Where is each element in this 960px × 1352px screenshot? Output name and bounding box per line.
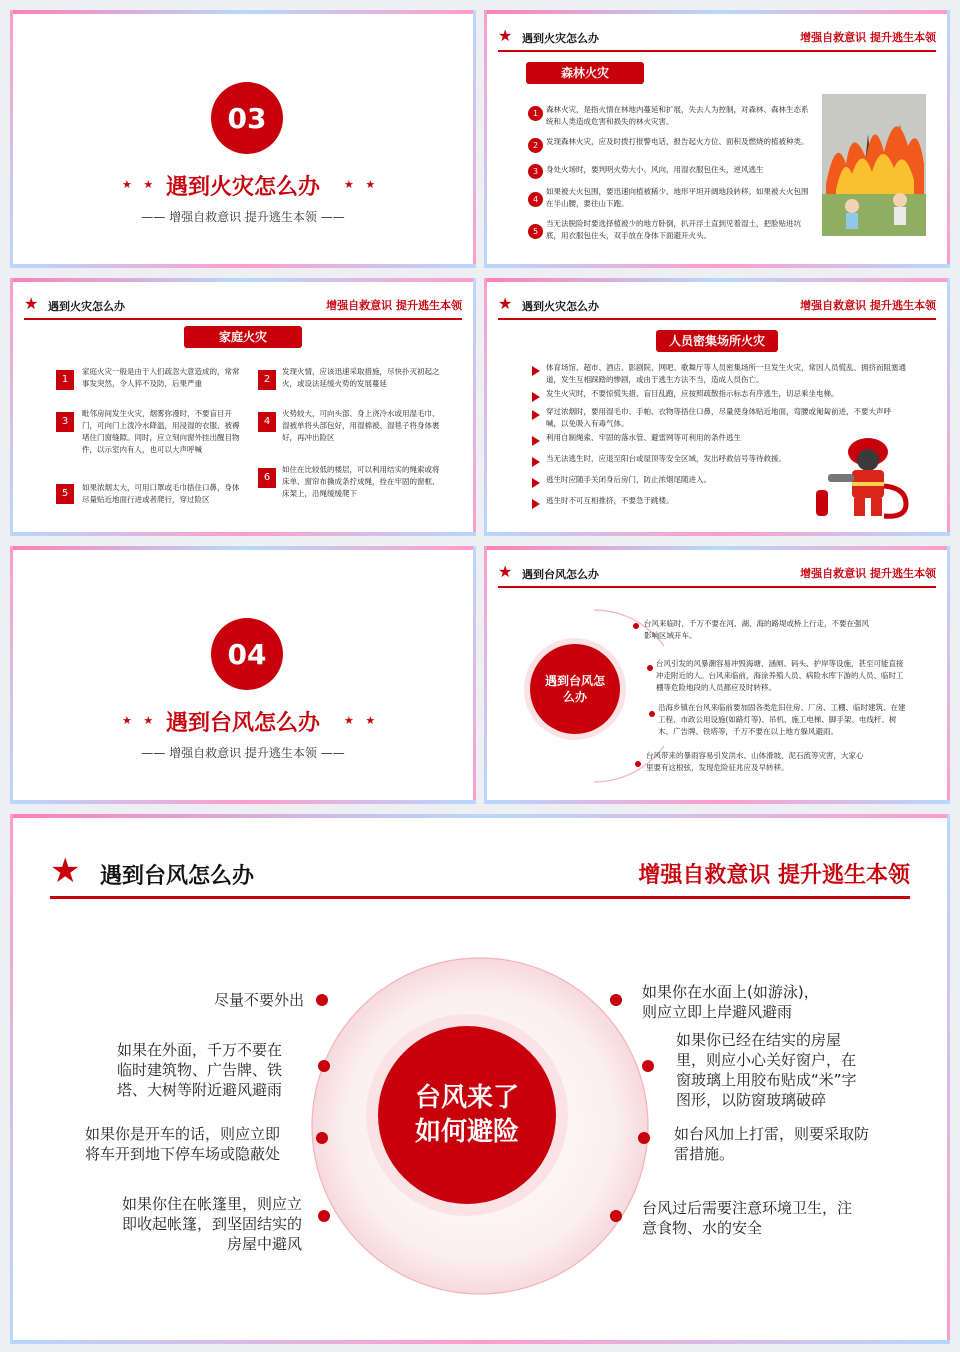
slide-crowd-fire [484, 278, 950, 536]
center-label: 台风来了如何避险 [414, 1083, 519, 1147]
section-subtitle: —— 增强自救意识 提升逃生本领 —— [141, 746, 345, 760]
item-number: 3 [528, 164, 543, 179]
list-item: 当无法脱险时要选择植被少的地方卧倒，扒开浮土直到见着湿土，把脸贴进坑底，用衣服包住头，双手放在身体下面避开火头。 [546, 219, 801, 240]
tip-item: 如台风加上打雷，则要采取防雷措施。 [674, 1125, 870, 1163]
slide-slogan: 增强自救意识 提升逃生本领 [800, 299, 936, 312]
star-icon: ★ [498, 294, 513, 313]
marker-dot [642, 1060, 654, 1072]
star-icon: ★ [498, 26, 513, 45]
item-number: 2 [258, 370, 276, 390]
tip-item: 如果你在水面上(如游泳)，则应立即上岸避风避雨 [642, 983, 819, 1021]
bullet-icon [532, 499, 540, 509]
list-item: 穿过浓烟时，要用湿毛巾、手帕、衣物等捂住口鼻，尽量使身体贴近地面，弯腰或匍匐前进，不要大声呼喊，以免吸入有毒气体。 [546, 407, 891, 428]
star-icon: ★ ★ [122, 178, 158, 191]
item-number: 2 [528, 138, 543, 153]
slide-header [498, 562, 936, 588]
slide-title: 遇到台风怎么办 [522, 568, 599, 581]
slide-header [498, 26, 936, 52]
slide-section-fire [10, 10, 476, 268]
item-number: 1 [528, 106, 543, 121]
slide-typhoon-big [10, 814, 950, 1344]
list-item: 身处火场时，要判明火势大小、风向，用湿衣服包住头，逆风逃生 [546, 165, 764, 174]
slide-slogan: 增强自救意识 提升逃生本领 [800, 567, 936, 580]
list-item: 发现火情，应该迅速采取措施，尽快扑灭初起之火，或设法延缓火势的发展蔓延 [282, 367, 440, 388]
section-title: 遇到火灾怎么办 [165, 175, 320, 200]
star-icon: ★ ★ [122, 714, 158, 727]
list-item: 沿海乡镇在台风来临前要加固各类危旧住房、厂房、工棚、临时建筑、在建工程、市政公用设施(如路灯等)、吊机、施工电梯、脚手架、电线杆、树木、广告牌、铁塔等，千万不要在以上地方躲风避雨。 [658, 703, 906, 736]
center-badge [378, 1026, 556, 1204]
section-number: 03 [211, 82, 283, 154]
star-icon: ★ [498, 562, 513, 581]
list-item: 如果浓烟太大，可用口罩或毛巾捂住口鼻，身体尽量贴近地面行进或者爬行，穿过险区 [82, 483, 240, 504]
marker-dot [318, 1060, 330, 1072]
slide-slogan: 增强自救意识 提升逃生本领 [800, 31, 936, 44]
marker-dot [318, 1210, 330, 1222]
list-item: 台风带来的暴雨容易引发洪水、山体滑坡、泥石流等灾害，大家心里要有这根弦，发现危险征兆应及早转移。 [646, 751, 864, 772]
slide-home-fire [10, 278, 476, 536]
slide-header [24, 294, 462, 320]
bullet-icon [532, 436, 540, 446]
firefighter-illustration [814, 424, 914, 520]
tip-item: 如果在外面，千万不要在临时建筑物、广告牌、铁塔、大树等附近避风避雨 [116, 1041, 282, 1099]
list-item: 家庭火灾一般是由于人们疏忽大意造成的，常常事发突然，令人猝不及防，后果严重 [82, 367, 240, 388]
slide-title: 遇到火灾怎么办 [48, 300, 125, 313]
item-number: 5 [528, 224, 543, 239]
star-icon: ★ [50, 851, 81, 891]
center-badge [530, 644, 620, 734]
star-icon: ★ ★ [344, 178, 380, 191]
list-item: 当无法逃生时，应退至阳台或屋顶等安全区域，发出呼救信号等待救援。 [546, 454, 786, 463]
list-item: 火势较大，可向头部、身上浇冷水或用湿毛巾、湿被单将头部包好，用湿棉被、湿毯子将身体裹好，再冲出险区 [282, 409, 440, 442]
tip-item: 台风过后需要注意环境卫生，注意食物、水的安全 [642, 1199, 853, 1237]
list-item: 如住在比较低的楼层，可以利用结实的绳索或将床单、窗帘布撕成条拧成绳，拴在牢固的窗框、床架上，沿绳缓缓爬下 [282, 465, 440, 498]
forest-fire-illustration [822, 94, 926, 236]
marker-dot [316, 1132, 328, 1144]
category-label: 人员密集场所火灾 [656, 330, 778, 352]
list-item: 如果被大火包围，要迅速向植被稀少、地形平坦开阔地段转移。如果被大火包围在半山腰，要往山下跑。 [546, 187, 809, 208]
star-icon: ★ [24, 294, 39, 313]
list-item: 利用自制绳索、牢固的落水管、避雷网等可利用的条件逃生 [546, 433, 741, 442]
slide-slogan: 增强自救意识 提升逃生本领 [638, 863, 910, 888]
item-number: 1 [56, 370, 74, 390]
slide-title: 遇到火灾怎么办 [522, 32, 599, 45]
list-item: 森林火灾，是指火情在林地内蔓延和扩展，失去人为控制，对森林、森林生态系统和人类造成危害和损失的林火灾害。 [546, 105, 809, 126]
marker-dot [316, 994, 328, 1006]
tip-item: 尽量不要外出 [213, 991, 304, 1009]
bullet-icon [532, 478, 540, 488]
bullet-icon [532, 392, 540, 402]
marker-dot [610, 994, 622, 1006]
list-item: 毗邻房间发生火灾，烟雾弥漫时，不要盲目开门，可向门上泼冷水降温，用浸湿的衣服、被褥堵住门窗缝隙。同时，应立刻向窗外挂出醒目物件，以示室内有人，也可以大声呼喊 [82, 409, 240, 454]
list-item: 体育场馆、超市、酒店、影剧院、网吧、歌舞厅等人员密集场所一旦发生火灾，常因人员慌乱、拥挤而阻塞通道，发生互相踩踏的惨剧，或由于逃生方法不当，造成人员伤亡。 [546, 363, 906, 384]
category-label: 森林火灾 [526, 62, 644, 84]
list-item: 台风引发的风暴潮容易冲毁海塘、涵闸、码头、护岸等设施，甚至可能直接冲走附近的人。台风来临前，海涂养殖人员、病险水库下游的人员、临时工棚等危险地段的人员都应及时转移。 [656, 659, 904, 692]
item-number: 4 [258, 412, 276, 432]
list-item: 台风来临时，千万不要在河、湖、海的路堤或桥上行走，不要在强风影响区域开车。 [644, 619, 869, 640]
tip-item: 如果你是开车的话，则应立即将车开到地下停车场或隐蔽处 [84, 1125, 280, 1163]
item-number: 4 [528, 192, 543, 207]
item-number: 5 [56, 484, 74, 504]
list-item: 逃生时不可互相推挤，不要急于跳楼。 [546, 496, 674, 505]
bullet-icon [532, 410, 540, 420]
section-title: 遇到台风怎么办 [165, 711, 320, 736]
slide-section-typhoon [10, 546, 476, 804]
slide-slogan: 增强自救意识 提升逃生本领 [326, 299, 462, 312]
category-label: 家庭火灾 [184, 326, 302, 348]
slide-header [498, 294, 936, 320]
tip-item: 如果你已经在结实的房屋里，则应小心关好窗户，在窗玻璃上用胶布贴成“米”字图形，以防窗玻璃破碎 [676, 1031, 857, 1109]
item-number: 3 [56, 412, 74, 432]
section-subtitle: —— 增强自救意识 提升逃生本领 —— [141, 210, 345, 224]
center-label: 遇到台风怎么办 [545, 674, 606, 704]
list-item: 发现森林火灾，应及时拨打报警电话，报告起火方位、面积及燃烧的植被种类。 [546, 137, 809, 146]
slide-title: 遇到火灾怎么办 [522, 300, 599, 313]
slide-title: 遇到台风怎么办 [100, 864, 255, 889]
slide-typhoon-small [484, 546, 950, 804]
list-item: 发生火灾时，不要惊慌失措、盲目乱跑，应按照疏散指示标志有序逃生，切忌乘坐电梯。 [546, 389, 839, 398]
slide-forest-fire [484, 10, 950, 268]
bullet-icon [532, 366, 540, 376]
marker-dot [638, 1132, 650, 1144]
bullet-icon [532, 457, 540, 467]
item-number: 6 [258, 468, 276, 488]
list-item: 逃生时应随手关闭身后房门，防止浓烟尾随进入。 [546, 475, 711, 484]
section-number: 04 [211, 618, 283, 690]
tip-item: 如果你住在帐篷里，则应立即收起帐篷，到坚固结实的房屋中避风 [122, 1195, 303, 1253]
star-icon: ★ ★ [344, 714, 380, 727]
marker-dot [610, 1210, 622, 1222]
slide-header [50, 852, 910, 899]
